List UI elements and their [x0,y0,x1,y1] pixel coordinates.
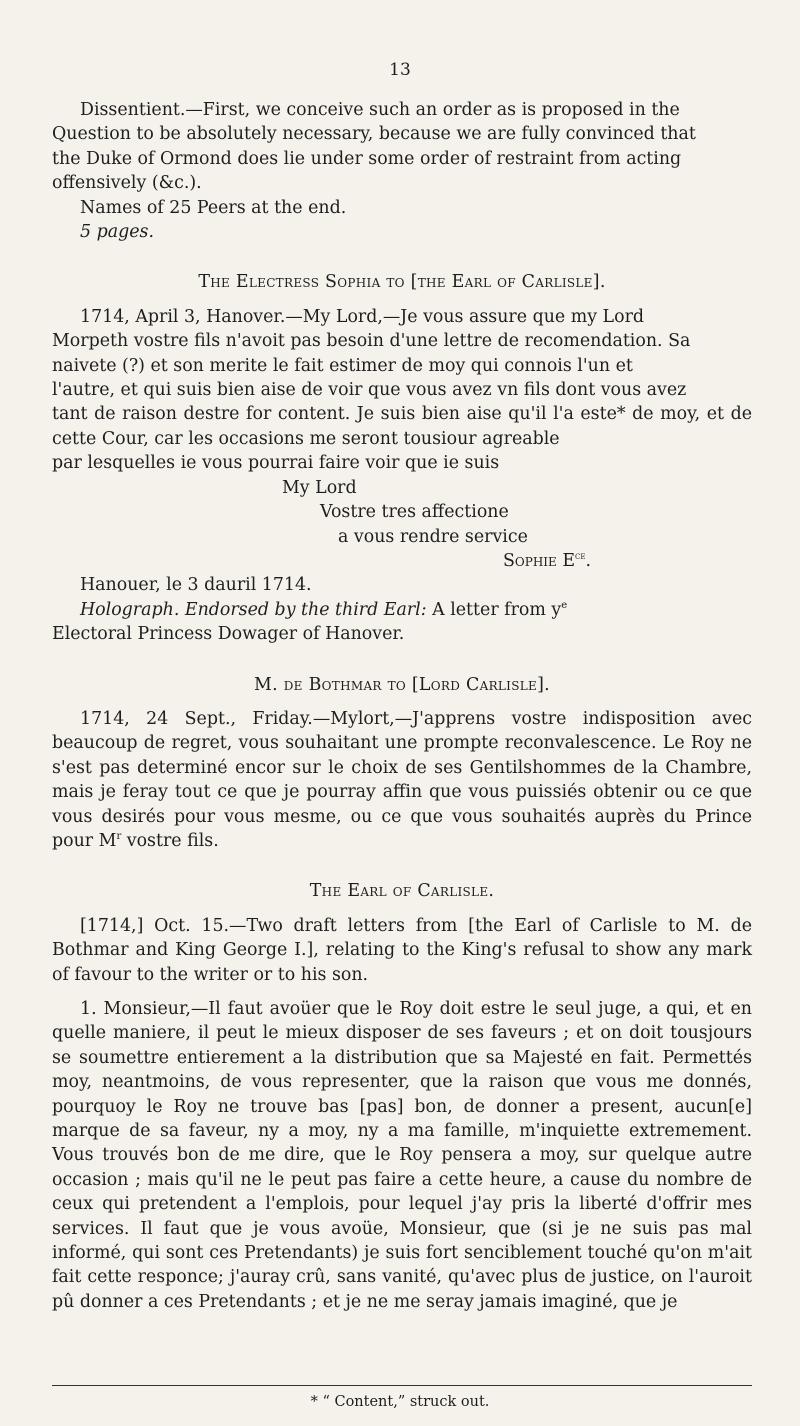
signature-sup: ce [575,551,586,563]
sophia-line-2: Morpeth vostre fils n'avoit pas besoin d'une lettre de recomendation. Sa [52,331,691,352]
pages-note: 5 pages. [80,222,154,243]
closing-line-3: a vous rendre service [338,526,528,547]
sophia-date-line: Hanouer, le 3 dauril 1714. [80,575,312,596]
carlisle-intro: [1714,] Oct. 15.—Two draft letters from [the Earl of Carlisle to M. de Bothmar and King George I.], relating to the King's refusal to show any mark of favour to the writer or to his son. [52,915,752,985]
sophia-line-1: 1714, April 3, Hanover.—My Lord,—Je vous assure que my Lord [80,306,645,327]
footnote: * “ Content,” struck out. [310,1394,490,1410]
endorsement-sup: e [561,599,568,611]
bothmar-heading: M. de Bothmar to [Lord Carlisle]. [254,674,550,695]
bothmar-sup: r [116,831,122,843]
dissentient-line-2: Question to be absolutely necessary, because we are fully convinced that [52,124,696,145]
footnote-rule [52,1385,752,1386]
bothmar-text-end: vostre fils. [121,830,219,851]
bothmar-text: 1714, 24 Sept., Friday.—Mylort,—J'apprens vostre indisposition avec beaucoup de regret, vous souhaitant une prompte reconvalescence. Le Roy ne s'est pas determiné encor sur le choix de ses Gentilshommes de la Chambre, mais je feray tout ce que je pourray affin que vous puissiés obtenir ou ce que vous desirés pour vous mesme, ou ce que vous souhaités auprès du Prince pour M [52,708,752,851]
sophia-letter [52,305,752,647]
page-number: 13 [389,60,411,80]
dissentient-section [52,98,752,244]
carlisle-letter-1: 1. Monsieur,—Il faut avoüer que le Roy doit estre le seul juge, a qui, et en quelle maniere, il peut le mieux disposer de ses faveurs ; et on doit tousjours se soumettre entierement a la distribution que sa Majesté en fait. Permettés moy, neantmoins, de vous representer, que la raison que vous me donnés, pourquoy le Roy ne trouve bas [pas] bon, de donner a present, aucun[e] marque de sa faveur, ny a moy, ny a ma famille, m'inquiette extremement. Vous trouvés bon de me dire, que le Roy pensera a moy, sur quelque autre occasion ; mais qu'il ne le peut pas faire a cette heure, a cause du nombre de ceux qui pretendent a l'emplois, pour lequel j'ay pris la liberté d'offrir mes services. Il faut que je vous avoüe, Monsieur, que (si je ne suis pas mal informé, qui sont ces Pretendants) je suis fort senciblement touché qu'on m'ait fait cette responce; j'auray crû, sans vanité, qu'avec plus de justice, on l'auroit pû donner a ces Pretendants ; et je ne me seray jamais imaginé, que je [52,999,752,1312]
main-column [52,98,752,1314]
signature-text: Sophie E [503,550,576,571]
endorsement-text: A letter from y [426,599,562,620]
names-line: Names of 25 Peers at the end. [80,197,347,218]
sophia-line-3: naivete (?) et son merite le fait estimer de moy qui connois l'un et [52,355,633,376]
dissentient-line-1: Dissentient.—First, we conceive such an order as is proposed in the [80,100,680,120]
carlisle-heading: The Earl of Carlisle. [309,881,495,902]
endorsement-line-2: Electoral Princess Dowager of Hanover. [52,624,405,645]
sophia-heading: The Electress Sophia to [the Earl of Carlisle]. [198,272,606,293]
sophia-line-4: l'autre, et qui suis bien aise de voir que vous avez vn fils dont vous avez [52,380,687,401]
closing-salutation: My Lord [282,477,357,498]
bothmar-letter [52,707,752,853]
endorsement-line [52,598,752,622]
endorsement-label: Holograph. Endorsed by the third Earl: [80,599,427,620]
closing-line-2: Vostre tres affectione [320,502,509,523]
sophia-line-6: par lesquelles ie vous pourrai faire voir que ie suis [52,453,500,474]
signature-sophie: Sophie $E^{ce}$. [503,550,592,571]
dissentient-line-4: offensively (&c.). [52,173,202,194]
dissentient-line-3: the Duke of Ormond does lie under some order of restraint from acting [52,148,682,169]
sophia-line-5: tant de raison destre for content. Je suis bien aise qu'il l'a este* de moy, et de cette Cour, car les occasions me seront tousiour agreable [52,404,752,449]
